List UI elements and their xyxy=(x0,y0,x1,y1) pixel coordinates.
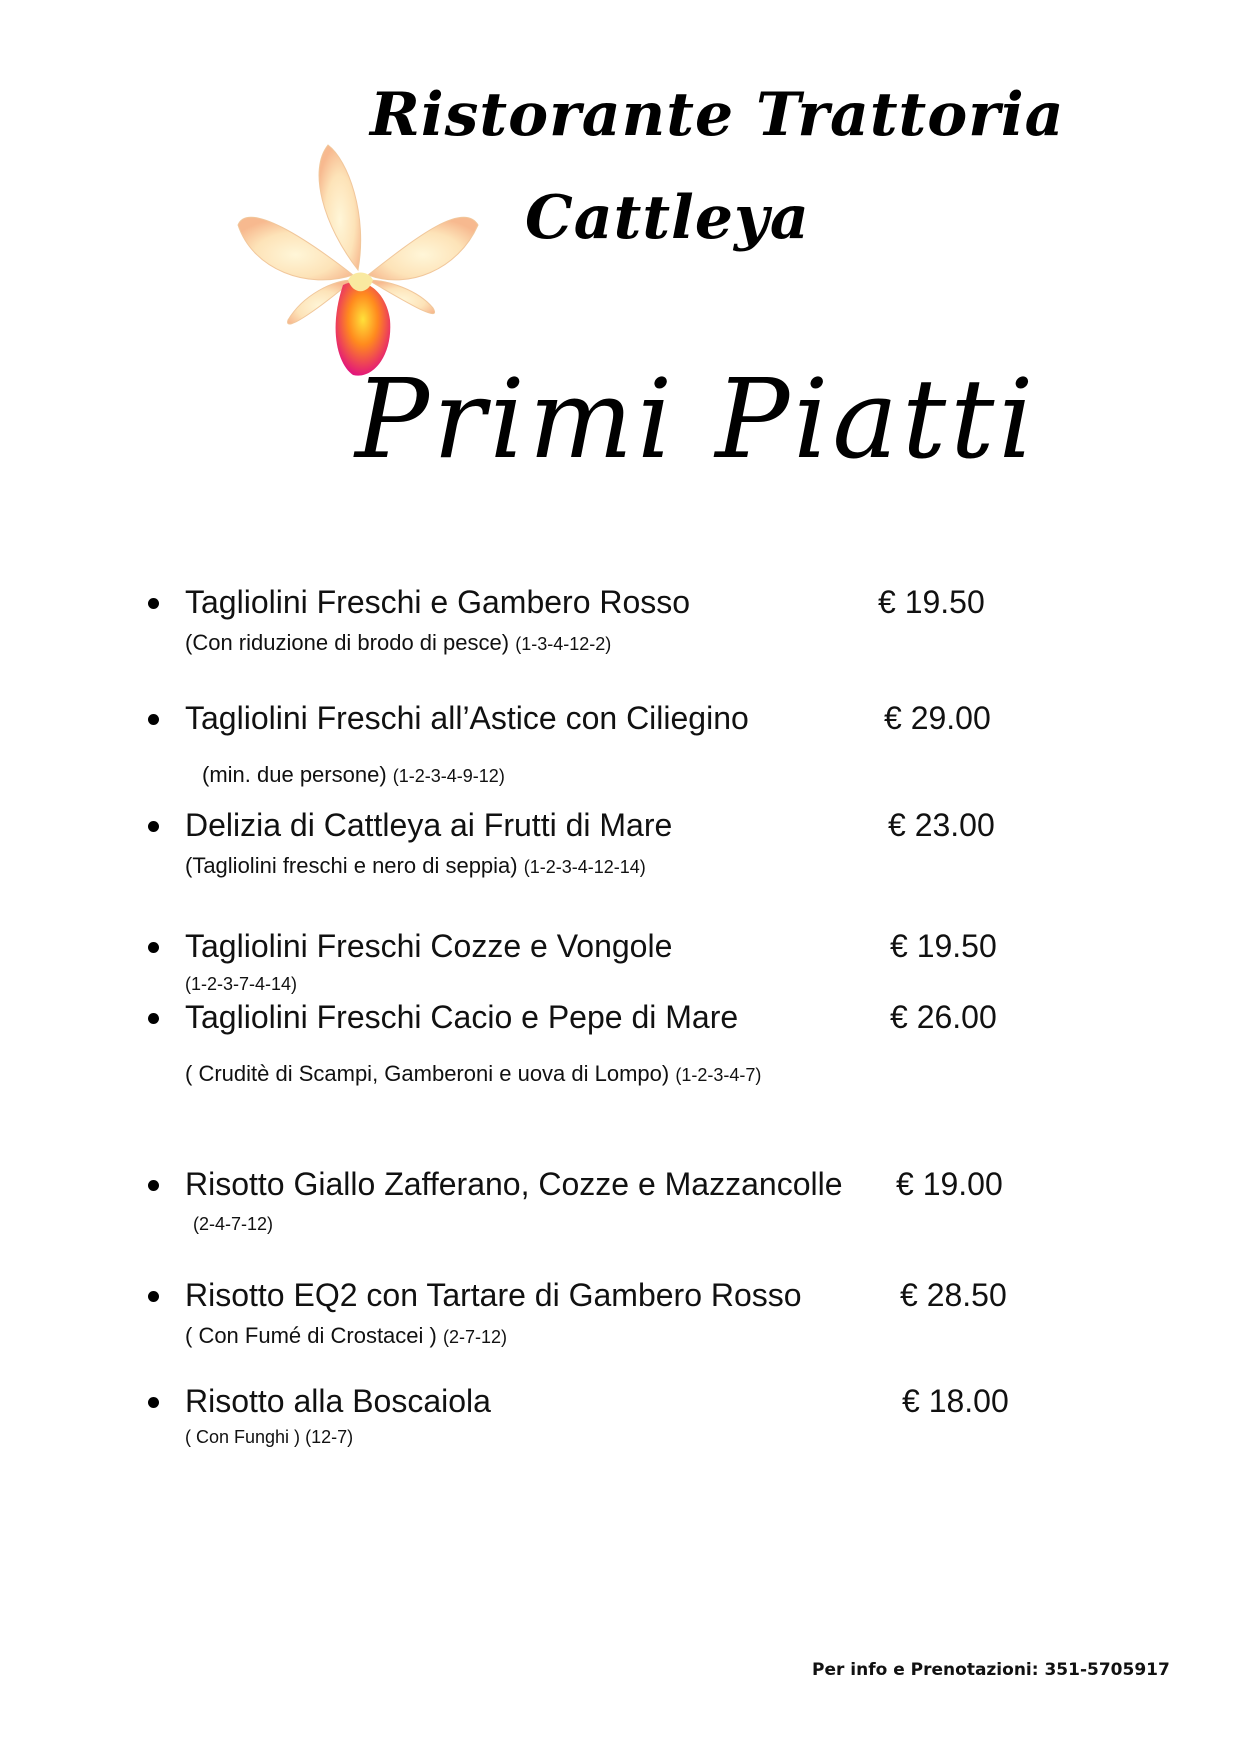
bullet-icon xyxy=(148,598,159,609)
dish-name: Tagliolini Freschi Cacio e Pepe di Mare xyxy=(185,999,739,1035)
restaurant-name-line1: Ristorante Trattoria xyxy=(370,80,1065,150)
dish-price: € 29.00 xyxy=(884,700,991,736)
allergen-codes: (12-7) xyxy=(305,1427,354,1447)
dish-note: (min. due persone) xyxy=(202,762,387,787)
dish-description xyxy=(185,853,646,879)
allergen-codes: (2-7-12) xyxy=(442,1327,508,1347)
dish-note: ( Con Fumé di Crostacei ) xyxy=(185,1323,437,1348)
allergen-codes: (1-2-3-4-12-14) xyxy=(523,857,646,877)
dish-name: Risotto alla Boscaiola xyxy=(185,1383,491,1419)
bullet-icon xyxy=(148,1291,159,1302)
dish-name: Delizia di Cattleya ai Frutti di Mare xyxy=(185,807,673,843)
dish-description xyxy=(185,1061,761,1087)
dish-price: € 28.50 xyxy=(900,1277,1007,1313)
restaurant-name-line2: Cattleya xyxy=(525,183,810,253)
bullet-icon xyxy=(148,821,159,832)
dish-note: (Tagliolini freschi e nero di seppia) xyxy=(185,853,518,878)
contact-info: Per info e Prenotazioni: 351-5705917 xyxy=(812,1660,1170,1680)
dish-description xyxy=(193,1210,273,1236)
dish-price: € 26.00 xyxy=(890,999,997,1035)
allergen-codes: (1-2-3-7-4-14) xyxy=(185,974,298,994)
dish-note: (Con riduzione di brodo di pesce) xyxy=(185,630,510,655)
dish-name: Tagliolini Freschi e Gambero Rosso xyxy=(185,584,691,620)
allergen-codes: (2-4-7-12) xyxy=(193,1214,274,1234)
dish-description xyxy=(185,630,611,656)
dish-name: Risotto Giallo Zafferano, Cozze e Mazzancolle xyxy=(185,1166,843,1202)
allergen-codes: (1-2-3-4-7) xyxy=(675,1065,762,1085)
dish-price: € 18.00 xyxy=(902,1383,1009,1419)
bullet-icon xyxy=(148,942,159,953)
dish-note: ( Cruditè di Scampi, Gamberoni e uova di Lompo) xyxy=(185,1061,670,1086)
dish-note: ( Con Funghi ) xyxy=(185,1427,301,1447)
allergen-codes: (1-3-4-12-2) xyxy=(515,634,612,654)
bullet-icon xyxy=(148,1013,159,1024)
dish-price: € 23.00 xyxy=(888,807,995,843)
bullet-icon xyxy=(148,714,159,725)
dish-price: € 19.50 xyxy=(890,928,997,964)
dish-description xyxy=(185,970,297,996)
dish-name: Risotto EQ2 con Tartare di Gambero Rosso xyxy=(185,1277,802,1313)
dish-price: € 19.50 xyxy=(878,584,985,620)
dish-price: € 19.00 xyxy=(896,1166,1003,1202)
dish-description xyxy=(185,1323,507,1349)
section-title: Primi Piatti xyxy=(355,355,1038,483)
dish-description xyxy=(185,1427,353,1448)
dish-name: Tagliolini Freschi all’Astice con Ciliegino xyxy=(185,700,749,736)
bullet-icon xyxy=(148,1397,159,1408)
dish-description xyxy=(202,762,505,788)
allergen-codes: (1-2-3-4-9-12) xyxy=(392,766,505,786)
bullet-icon xyxy=(148,1180,159,1191)
dish-name: Tagliolini Freschi Cozze e Vongole xyxy=(185,928,673,964)
